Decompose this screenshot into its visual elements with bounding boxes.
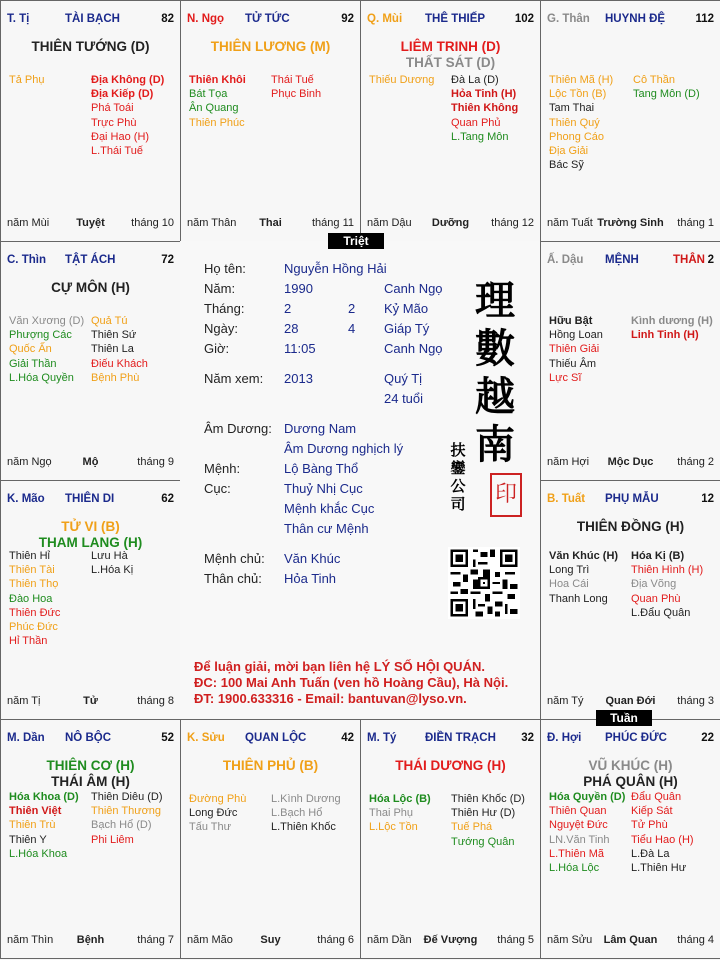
minor-star: Tấu Thư — [189, 821, 232, 834]
info-label: Năm xem: — [204, 371, 264, 386]
right-star-column — [631, 314, 713, 342]
palace-than_r[interactable] — [540, 0, 720, 242]
info-label: Âm Dương: — [204, 421, 272, 436]
center-info-panel — [180, 241, 540, 719]
palace-mao[interactable] — [0, 480, 181, 720]
age-number: 92 — [341, 13, 354, 25]
palace-header — [187, 732, 354, 748]
minor-star: Tuế Phá — [451, 821, 493, 834]
life-stage: Dưỡng — [431, 217, 470, 229]
info-value: 2 — [348, 301, 356, 316]
right-star-column — [91, 790, 163, 847]
palace-dau[interactable] — [540, 241, 720, 481]
tuan-marker: Tuần — [596, 710, 652, 726]
life-stage: Suy — [260, 934, 281, 946]
year-label: năm Tý — [547, 695, 584, 707]
minor-star: Thiên Hình (H) — [631, 564, 704, 577]
left-star-column — [549, 790, 625, 875]
info-label: Thân chủ: — [204, 571, 262, 586]
minor-star: L.Thiên Mã — [549, 847, 605, 860]
main-star: VŨ KHÚC (H) — [588, 758, 673, 773]
palace-footer — [547, 934, 714, 948]
than-label: THÂN — [673, 254, 705, 266]
minor-star: Kiếp Sát — [631, 805, 673, 818]
age-number: 42 — [341, 732, 354, 744]
month-label: tháng 2 — [677, 456, 714, 468]
month-label: tháng 12 — [491, 217, 534, 229]
palace-hoi[interactable] — [540, 719, 720, 959]
minor-star: Tiểu Hao (H) — [631, 833, 694, 846]
year-label: năm Sửu — [547, 934, 593, 946]
branch-label: N. Ngọ — [187, 13, 225, 25]
house-name: THIÊN DI — [65, 493, 115, 505]
life-stage: Lâm Quan — [603, 934, 658, 946]
minor-star: Thiên Hư (D) — [451, 807, 516, 820]
minor-star: L.Hóa Kị — [91, 564, 134, 577]
palace-footer — [7, 217, 174, 231]
palace-header — [7, 254, 174, 270]
minor-star: Quan Phù — [631, 592, 681, 605]
left-star-column — [9, 549, 60, 648]
month-label: tháng 10 — [131, 217, 174, 229]
month-label: tháng 6 — [317, 934, 354, 946]
palace-footer — [187, 934, 354, 948]
year-label: năm Dậu — [367, 217, 412, 229]
main-star: TỬ VI (B) — [61, 519, 120, 534]
minor-star: Thiên Sứ — [91, 329, 137, 342]
branch-label: K. Mão — [7, 493, 45, 505]
minor-star: L.Đẩu Quân — [631, 606, 691, 619]
palace-footer — [367, 934, 534, 948]
palace-header — [7, 732, 174, 748]
main-star: THÁI ÂM (H) — [51, 774, 130, 789]
life-stage: Mộ — [82, 456, 99, 468]
palace-header — [547, 13, 714, 29]
minor-star: Thiên Y — [9, 833, 47, 846]
house-name: PHỤ MẪU — [605, 493, 659, 505]
minor-star: Thiên Khôi — [189, 74, 246, 86]
info-value: 1990 — [284, 281, 313, 296]
minor-star: L.Thiên Hư — [631, 861, 687, 874]
minor-star: Thiên Diêu (D) — [91, 791, 163, 803]
info-label: Cục: — [204, 481, 231, 496]
year-label: năm Mùi — [7, 217, 50, 229]
contact-line: Để luận giải, mời bạn liên hệ LÝ SỐ HỘI QUÁN. — [194, 659, 485, 674]
left-star-column — [369, 792, 431, 835]
contact-phone-email: ĐT: 1900.633316 - Email: bantuvan@lyso.vn. — [194, 691, 467, 706]
minor-star: Hỉ Thần — [9, 635, 48, 648]
minor-star: Hóa Khoa (D) — [9, 791, 79, 803]
calligraphy-subtitle: 扶 鑾 公 司 — [450, 441, 466, 513]
minor-star: Cô Thần — [633, 74, 675, 86]
minor-star: Thiên Tài — [9, 564, 55, 577]
palace-dan[interactable] — [0, 719, 181, 959]
info-label: Mệnh chủ: — [204, 551, 265, 566]
info-value: Lộ Bàng Thổ — [284, 461, 359, 476]
minor-star: L.Hóa Khoa — [9, 847, 68, 860]
left-star-column — [9, 314, 84, 385]
age-number: 22 — [701, 732, 714, 744]
minor-star: Tả Phụ — [9, 74, 45, 86]
year-label: năm Thìn — [7, 934, 54, 946]
palace-footer — [367, 217, 534, 231]
life-stage: Tử — [83, 695, 98, 707]
age-number: 102 — [514, 13, 534, 25]
minor-star: Văn Xương (D) — [9, 315, 85, 327]
minor-star: Địa Không (D) — [91, 74, 165, 86]
month-label: tháng 11 — [311, 217, 354, 229]
info-value: Thân cư Mệnh — [284, 521, 369, 536]
main-star: CỰ MÔN (H) — [51, 280, 130, 295]
info-value: 2013 — [284, 371, 313, 386]
minor-star: Phục Binh — [271, 88, 322, 101]
right-star-column — [633, 73, 700, 101]
year-label: năm Mão — [187, 934, 233, 946]
palace-tuat[interactable] — [540, 480, 720, 720]
palace-header — [367, 13, 534, 29]
month-label: tháng 3 — [677, 695, 714, 707]
palace-header — [7, 13, 174, 29]
age-number: 32 — [521, 732, 534, 744]
branch-label: G. Thân — [547, 13, 590, 25]
house-name: QUAN LỘC — [245, 732, 307, 744]
left-star-column — [9, 790, 79, 861]
life-stage: Bệnh — [76, 934, 105, 946]
year-label: năm Tuất — [547, 217, 593, 229]
year-label: năm Tị — [7, 695, 41, 707]
minor-star: L.Kình Dương — [271, 793, 341, 805]
minor-star: Đào Hoa — [9, 592, 53, 605]
info-label: Họ tên: — [204, 261, 246, 276]
branch-label: C. Thìn — [7, 254, 46, 266]
minor-star: Phi Liêm — [91, 833, 134, 846]
branch-label: M. Tý — [367, 732, 397, 744]
main-star: PHÁ QUÂN (H) — [583, 774, 678, 789]
minor-star: Tử Phù — [631, 819, 668, 832]
minor-star: Linh Tinh (H) — [631, 329, 699, 342]
month-label: tháng 1 — [677, 217, 714, 229]
minor-star: Lộc Tồn (B) — [549, 88, 607, 101]
month-label: tháng 5 — [497, 934, 534, 946]
minor-star: Thai Phụ — [369, 807, 414, 820]
minor-star: Đường Phù — [189, 793, 247, 805]
info-value: Canh Ngọ — [384, 281, 443, 296]
qr-code[interactable] — [448, 547, 520, 619]
info-value: Dương Nam — [284, 421, 357, 436]
minor-star: Quả Tú — [91, 315, 128, 327]
house-name: ĐIỀN TRẠCH — [425, 732, 496, 744]
main-star: THÁI DƯƠNG (H) — [395, 758, 506, 773]
right-star-column — [271, 73, 321, 101]
left-star-column — [9, 73, 44, 87]
palace-footer — [547, 695, 714, 709]
minor-star: Thiên Hỉ — [9, 550, 50, 562]
minor-star: Địa Kiếp (D) — [91, 88, 154, 101]
age-number: 52 — [161, 732, 174, 744]
main-star: THIÊN CƠ (H) — [46, 758, 135, 773]
palace-footer — [547, 217, 714, 231]
red-seal-stamp: 印 — [490, 473, 522, 517]
palace-footer — [547, 456, 714, 470]
minor-star: Kình dương (H) — [631, 315, 713, 327]
palace-footer — [7, 456, 174, 470]
minor-star: Quan Phủ — [451, 116, 501, 129]
palace-footer — [187, 217, 354, 231]
branch-label: Q. Mùi — [367, 13, 403, 25]
minor-star: Hữu Bật — [549, 315, 593, 327]
life-stage: Mộc Dục — [607, 456, 654, 468]
palace-ty[interactable] — [360, 719, 541, 959]
palace-header — [7, 493, 174, 509]
palace-footer — [7, 695, 174, 709]
minor-star: Ân Quang — [189, 102, 239, 115]
branch-label: Ấ. Dậu — [547, 254, 584, 266]
minor-star: Thiên Quan — [549, 805, 607, 818]
minor-star: L.Hóa Lộc — [549, 861, 600, 874]
info-value: Quý Tị — [384, 371, 423, 386]
main-star: THIÊN LƯƠNG (M) — [210, 39, 331, 54]
life-stage: Quan Đới — [605, 695, 656, 707]
minor-star: Thiên Mã (H) — [549, 74, 614, 86]
year-label: năm Hợi — [547, 456, 590, 468]
minor-star: Điếu Khách — [91, 357, 148, 370]
minor-star: Thiên La — [91, 343, 134, 356]
minor-star: Hỏa Tinh (H) — [451, 88, 517, 101]
info-label: Tháng: — [204, 301, 245, 316]
minor-star: Phá Toái — [91, 102, 134, 115]
info-label: Ngày: — [204, 321, 238, 336]
minor-star: Hóa Lộc (B) — [369, 793, 431, 805]
main-star: THIÊN PHỦ (B) — [222, 758, 319, 773]
palace-ti[interactable] — [0, 0, 181, 242]
calligraphy-title: 理 數 越 南 — [475, 277, 515, 468]
palace-thin[interactable] — [0, 241, 181, 481]
age-number: 12 — [701, 493, 714, 505]
branch-label: T. Tị — [7, 13, 30, 25]
info-value: 28 — [284, 321, 299, 336]
info-value: Thuỷ Nhị Cục — [284, 481, 363, 496]
minor-star: Lưu Hà — [91, 550, 128, 562]
house-name: MỆNH — [605, 254, 639, 266]
info-value: Giáp Tý — [384, 321, 430, 336]
branch-label: Đ. Hợi — [547, 732, 582, 744]
left-star-column — [549, 314, 603, 385]
minor-star: Thiên Quý — [549, 116, 600, 129]
minor-star: Thiên Không — [451, 102, 519, 115]
minor-star: Tam Thai — [549, 102, 595, 115]
minor-star: Trực Phù — [91, 116, 137, 129]
palace-suu[interactable] — [180, 719, 361, 959]
minor-star: Thiên Giải — [549, 343, 600, 356]
minor-star: L.Lộc Tồn — [369, 821, 418, 834]
palace-header — [367, 732, 534, 748]
house-name: TẬT ÁCH — [65, 254, 116, 266]
main-star: THIÊN ĐỒNG (H) — [576, 519, 685, 534]
minor-star: Địa Giải — [549, 144, 589, 157]
palace-header — [187, 13, 354, 29]
info-value: Kỷ Mão — [384, 301, 429, 316]
right-star-column — [631, 790, 694, 875]
minor-star: Tướng Quân — [451, 835, 515, 848]
info-value: Âm Dương nghịch lý — [284, 441, 404, 456]
minor-star: Đà La (D) — [451, 74, 499, 86]
right-star-column — [451, 73, 518, 144]
minor-star: Thiên Đức — [9, 606, 61, 619]
minor-star: Bát Tọa — [189, 88, 228, 101]
right-star-column — [91, 549, 133, 577]
minor-star: Hồng Loan — [549, 329, 603, 342]
age-number: 2 — [707, 254, 714, 266]
palace-footer — [7, 934, 174, 948]
minor-star: Phong Cáo — [549, 130, 605, 143]
house-name: HUYNH ĐỆ — [605, 13, 666, 25]
life-stage: Thai — [259, 217, 282, 229]
house-name: TỬ TỨC — [245, 13, 290, 25]
minor-star: Long Đức — [189, 807, 238, 820]
info-value: 24 tuổi — [384, 391, 424, 406]
minor-star: Thiếu Âm — [549, 357, 597, 370]
left-star-column — [549, 549, 618, 606]
info-value: Canh Ngọ — [384, 341, 443, 356]
info-value: Hỏa Tinh — [284, 571, 337, 586]
right-star-column — [91, 314, 148, 385]
minor-star: Thiên Việt — [9, 805, 62, 818]
info-value: 11:05 — [284, 341, 316, 356]
info-label: Giờ: — [204, 341, 230, 356]
minor-star: Văn Khúc (H) — [549, 550, 619, 562]
minor-star: L.Tang Môn — [451, 130, 509, 143]
left-star-column — [549, 73, 613, 172]
minor-star: Thiên Thọ — [9, 578, 59, 591]
minor-star: Thiên Phúc — [189, 116, 245, 129]
right-star-column — [271, 792, 341, 835]
year-label: năm Ngọ — [7, 456, 52, 468]
month-label: tháng 4 — [677, 934, 714, 946]
minor-star: Hóa Quyền (D) — [549, 791, 626, 803]
minor-star: Bệnh Phù — [91, 371, 140, 384]
house-name: TÀI BẠCH — [65, 13, 120, 25]
info-value: Mệnh khắc Cục — [284, 501, 375, 516]
info-value: Văn Khúc — [284, 551, 341, 566]
year-label: năm Dần — [367, 934, 412, 946]
life-stage: Đế Vượng — [423, 934, 478, 946]
minor-star: Long Trì — [549, 564, 590, 577]
minor-star: Thanh Long — [549, 592, 608, 605]
minor-star: L.Hóa Quyền — [9, 371, 74, 384]
left-star-column — [189, 792, 246, 835]
palace-mui[interactable] — [360, 0, 541, 242]
minor-star: Bạch Hổ (D) — [91, 819, 152, 832]
life-stage: Tuyệt — [76, 217, 105, 229]
left-star-column — [369, 73, 434, 87]
palace-ngo[interactable] — [180, 0, 361, 242]
right-star-column — [631, 549, 703, 620]
minor-star: Giải Thần — [9, 357, 57, 370]
info-value: 4 — [348, 321, 356, 336]
house-name: PHÚC ĐỨC — [605, 732, 667, 744]
month-label: tháng 9 — [137, 456, 174, 468]
life-stage: Trường Sinh — [597, 217, 664, 229]
info-value: Nguyễn Hồng Hải — [284, 261, 387, 276]
palace-header — [547, 732, 714, 748]
house-name: THÊ THIẾP — [425, 13, 486, 25]
main-star: LIÊM TRINH (D) — [400, 39, 501, 54]
minor-star: LN.Văn Tinh — [549, 833, 610, 846]
minor-star: Thiếu Dương — [369, 74, 435, 86]
right-star-column — [451, 792, 525, 849]
branch-label: M. Dần — [7, 732, 45, 744]
minor-star: L.Bạch Hổ — [271, 807, 323, 820]
minor-star: Phượng Các — [9, 329, 72, 342]
right-star-column — [91, 73, 164, 158]
month-label: tháng 7 — [137, 934, 174, 946]
minor-star: Nguyệt Đức — [549, 819, 608, 832]
minor-star: Lực Sĩ — [549, 371, 582, 384]
minor-star: L.Thiên Khốc — [271, 821, 336, 834]
branch-label: B. Tuất — [547, 493, 586, 505]
palace-header — [547, 493, 714, 509]
minor-star: Bác Sỹ — [549, 159, 584, 172]
main-star: THIÊN TƯỚNG (D) — [31, 39, 150, 54]
minor-star: Phúc Đức — [9, 620, 58, 633]
minor-star: Quốc Ấn — [9, 343, 52, 356]
minor-star: Đại Hao (H) — [91, 130, 150, 143]
info-label: Mệnh: — [204, 461, 241, 476]
left-star-column — [189, 73, 246, 130]
minor-star: Thiên Thương — [91, 805, 162, 818]
minor-star: Tang Môn (D) — [633, 88, 700, 101]
minor-star: L.Thái Tuế — [91, 144, 143, 157]
minor-star: Thiên Khốc (D) — [451, 793, 525, 805]
main-star: THẤT SÁT (D) — [405, 55, 496, 70]
branch-label: K. Sửu — [187, 732, 225, 744]
house-name: NÔ BỘC — [65, 732, 111, 744]
age-number: 62 — [161, 493, 174, 505]
minor-star: Hoa Cái — [549, 578, 589, 591]
minor-star: Hóa Kị (B) — [631, 550, 685, 562]
month-label: tháng 8 — [137, 695, 174, 707]
palace-header — [547, 254, 714, 270]
info-label: Năm: — [204, 281, 236, 296]
age-number: 112 — [695, 13, 714, 25]
minor-star: L.Đà La — [631, 847, 670, 860]
info-value: 2 — [284, 301, 292, 316]
main-star: THAM LANG (H) — [38, 535, 143, 550]
minor-star: Thái Tuế — [271, 74, 314, 86]
minor-star: Thiên Trù — [9, 819, 56, 832]
minor-star: Đẩu Quân — [631, 791, 682, 803]
age-number: 82 — [161, 13, 174, 25]
age-number: 72 — [161, 254, 174, 266]
contact-address: ĐC: 100 Mai Anh Tuấn (ven hồ Hoàng Cầu), Hà Nội. — [194, 675, 509, 690]
triet-marker: Triệt — [328, 233, 384, 249]
year-label: năm Thân — [187, 217, 237, 229]
minor-star: Địa Võng — [631, 578, 677, 591]
